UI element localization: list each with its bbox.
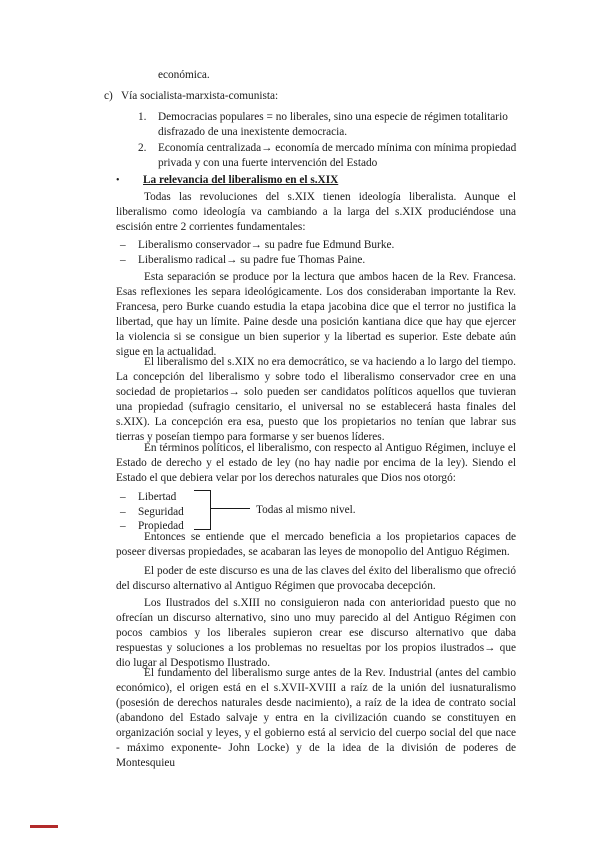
paragraph-discourse: El poder de este discurso es una de las claves del éxito del liberalismo que ofreció del discurso alternativo al Antiguo Régimen que provocaba decepción. <box>116 565 516 592</box>
rights-note: Todas al mismo nivel. <box>256 504 356 516</box>
dash-marker: – <box>120 239 126 251</box>
section-bullet: • <box>116 175 120 186</box>
paragraph-separation: Esta separación se produce por la lectura que ambos hacen de la Rev. Francesa. Esas reflexiones les separa ideológicamente. Los dos consideraban importante la Rev. Francesa, pero Burke cuando estudia la etapa jacobina dice que el terror no justifica la libertad, que hay un límite. Paine desde una posición kantiana dice que hay que ejercer la violencia si se consigue un bien superior y la libertad es superior. Este debate aún sigue en la actualidad. <box>116 271 516 358</box>
rights-bracket-connector <box>210 508 250 509</box>
list-label-c: c) <box>104 90 113 102</box>
paragraph-market: Entonces se entiende que el mercado beneficia a los propietarios capaces de poseer diversas propiedades, se acabaran las leyes de monopolio del Antiguo Régimen. <box>116 531 516 558</box>
dash-marker: – <box>120 254 126 266</box>
current-conservative: Liberalismo conservador→ su padre fue Edmund Burke. <box>138 239 395 251</box>
paragraph-democracy: El liberalismo del s.XIX no era democrático, se va haciendo a lo largo del tiempo. La concepción del liberalismo y sobre todo el liberalismo conservador cree en una sociedad de propietarios→ solo pueden ser candidatos políticos aquellos que tuvieran una propiedad (sufragio censitario, el universal no se establecerá hasta finales del s.XIX). La concepción era esa, puesto que los propietarios no tenían que labrar sus tierras y poseían tiempo para formarse y ser buenos líderes. <box>116 356 516 443</box>
paragraph-revolutions: Todas las revoluciones del s.XIX tienen ideología liberalista. Aunque el liberalismo como ideología va cambiando a la larga del s.XIX produciéndose una escisión entre 2 corrientes fundamentales: <box>116 191 516 233</box>
footer-accent-bar <box>30 825 58 828</box>
dash-marker: – <box>120 506 126 518</box>
dash-marker: – <box>120 491 126 503</box>
paragraph-foundation: El fundamento del liberalismo surge antes de la Rev. Industrial (antes del cambio económico), el origen está en el s.XVII-XVIII a raíz de la unión del iusnaturalismo (posesión de derechos naturales desde nacimiento), a raíz de la idea de contrato social (abandono del Estado salvaje y entra en la civilización cuando se constituyen en organización social y leyes, y el gobierno está al servicio del cuerpo social del que nace - máximo exponente- John Locke) y de la idea de la división de poderes de Montesquieu <box>116 667 516 769</box>
right-property: Propiedad <box>138 520 184 532</box>
rights-bracket <box>194 490 211 530</box>
current-radical: Liberalismo radical→ su padre fue Thomas Paine. <box>138 254 366 266</box>
numbered-item-2-text: Economía centralizada→ economía de mercado mínima con mínima propiedad privada y con una fuerte intervención del Estado <box>158 142 517 169</box>
numbered-item-1-text: Democracias populares = no liberales, sino una especie de régimen totalitario disfrazado de una inexistente democracia. <box>158 111 508 138</box>
numbered-item-2-number: 2. <box>138 142 147 154</box>
continued-line: económica. <box>158 69 210 81</box>
paragraph-illustrated: Los Ilustrados del s.XIII no consiguieron nada con anterioridad puesto que no ofrecían un discurso alternativo, sino uno muy parecido al del Antiguo Régimen con pocos cambios y los liberales supieron crear ese discurso alternativo que daba respuestas y soluciones a los problemas no resueltas por los propios ilustrados→ que dio lugar al Despotismo Ilustrado. <box>116 597 516 669</box>
right-liberty: Libertad <box>138 491 177 503</box>
paragraph-political: En términos políticos, el liberalismo, con respecto al Antiguo Régimen, incluye el Estado de derecho y el estado de ley (no hay nadie por encima de la ley). Siendo el Estado el que debiera velar por los derechos naturales que Dios nos otorgó: <box>116 442 516 484</box>
dash-marker: – <box>120 520 126 532</box>
list-item-c: Vía socialista-marxista-comunista: <box>121 90 279 102</box>
section-heading: La relevancia del liberalismo en el s.XIX <box>143 174 339 186</box>
numbered-item-1-number: 1. <box>138 111 147 123</box>
right-security: Seguridad <box>138 506 184 518</box>
